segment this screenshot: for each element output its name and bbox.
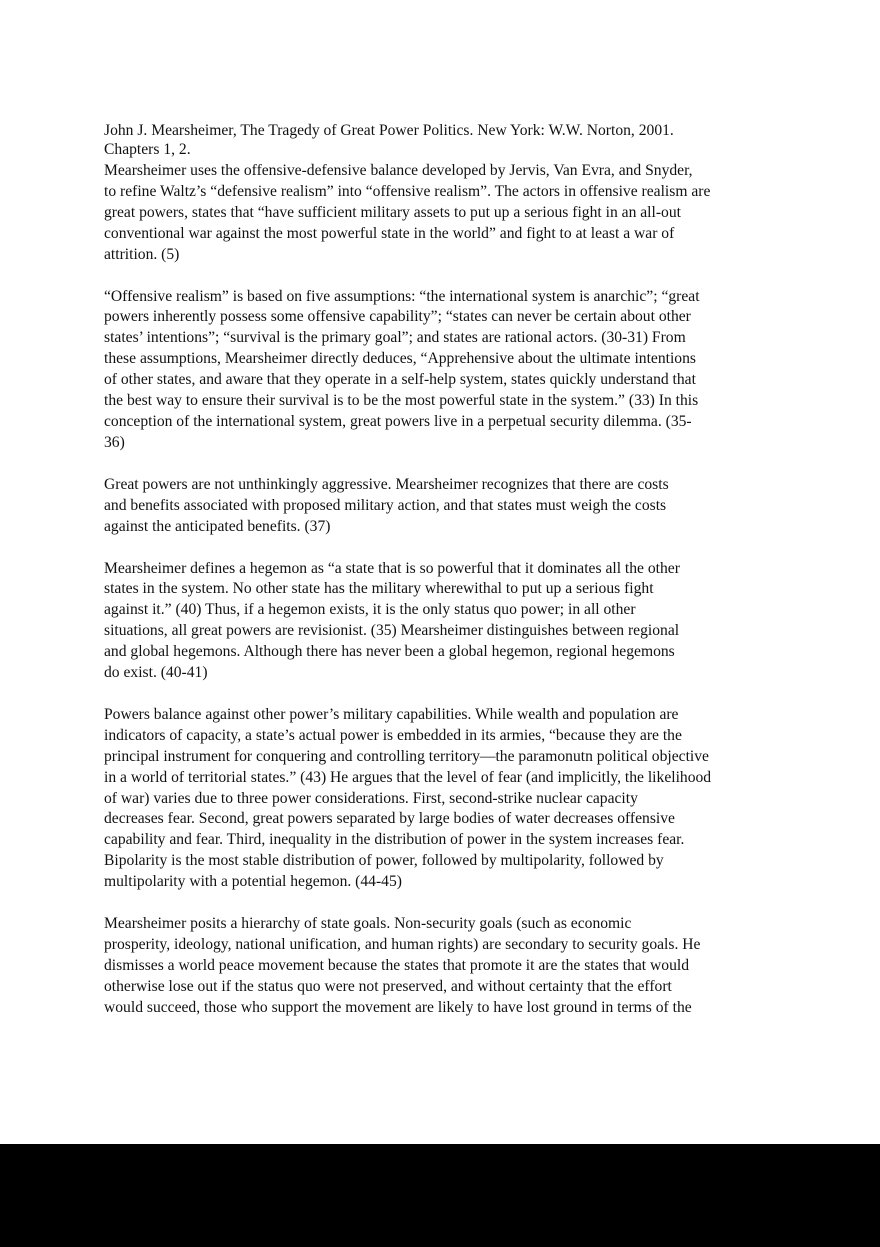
paragraph-costs-benefits xyxy=(104,475,744,538)
citation-line: John J. Mearsheimer, The Tragedy of Great Power Politics. New York: W.W. Norton, 2001. xyxy=(104,122,674,139)
text-line: states’ intentions”; “survival is the primary goal”; and states are rational actors. (30-31) From xyxy=(104,329,686,347)
text-line: would succeed, those who support the movement are likely to have lost ground in terms of the xyxy=(104,998,692,1016)
text-line: otherwise lose out if the status quo were not preserved, and without certainty that the effort xyxy=(104,977,672,995)
text-line: states in the system. No other state has the military wherewithal to put up a serious fight xyxy=(104,580,654,598)
citation-line: Chapters 1, 2. xyxy=(104,141,191,158)
text-line: attrition. (5) xyxy=(104,245,180,263)
text-line: Great powers are not unthinkingly aggressive. Mearsheimer recognizes that there are costs xyxy=(104,475,669,493)
document-body xyxy=(104,121,744,1040)
text-line: Powers balance against other power’s military capabilities. While wealth and population are xyxy=(104,705,679,723)
text-line: conception of the international system, great powers live in a perpetual security dilemma. (35- xyxy=(104,412,692,430)
text-line: powers inherently possess some offensive capability”; “states can never be certain about other xyxy=(104,308,691,326)
paragraph-offensive-defensive xyxy=(104,161,744,266)
text-line: Mearsheimer posits a hierarchy of state goals. Non-security goals (such as economic xyxy=(104,915,632,933)
text-line: against the anticipated benefits. (37) xyxy=(104,517,331,535)
text-line: decreases fear. Second, great powers separated by large bodies of water decreases offensive xyxy=(104,810,675,828)
paragraph-assumptions xyxy=(104,287,744,454)
text-line: do exist. (40-41) xyxy=(104,664,208,682)
text-line: against it.” (40) Thus, if a hegemon exists, it is the only status quo power; in all other xyxy=(104,601,636,619)
text-line: principal instrument for conquering and controlling territory—the paramonutn political objective xyxy=(104,747,709,765)
text-line: of war) varies due to three power considerations. First, second-strike nuclear capacity xyxy=(104,789,638,807)
text-line: in a world of territorial states.” (43) He argues that the level of fear (and implicitly, the likelihood xyxy=(104,768,712,786)
text-line: indicators of capacity, a state’s actual power is embedded in its armies, “because they are the xyxy=(104,726,682,744)
text-line: Mearsheimer defines a hegemon as “a state that is so powerful that it dominates all the other xyxy=(104,559,680,577)
text-line: great powers, states that “have sufficient military assets to put up a serious fight in an all-out xyxy=(104,203,681,221)
text-line: prosperity, ideology, national unification, and human rights) are secondary to security goals. He xyxy=(104,936,701,953)
text-line: capability and fear. Third, inequality in the distribution of power in the system increases fear. xyxy=(104,831,685,849)
paragraph-balance-of-power xyxy=(104,705,744,893)
text-line: Mearsheimer uses the offensive-defensive balance developed by Jervis, Van Evra, and Snyder, xyxy=(104,162,693,179)
text-line: multipolarity with a potential hegemon. (44-45) xyxy=(104,873,402,891)
text-line: Bipolarity is the most stable distribution of power, followed by multipolarity, followed by xyxy=(104,852,664,870)
text-line: “Offensive realism” is based on five assumptions: “the international system is anarchic”; “great xyxy=(104,287,700,305)
text-line: dismisses a world peace movement because the states that promote it are the states that would xyxy=(104,956,690,974)
text-line: and benefits associated with proposed military action, and that states must weigh the costs xyxy=(104,496,667,514)
text-line: conventional war against the most powerful state in the world” and fight to at least a war of xyxy=(104,224,675,242)
text-line: situations, all great powers are revisionist. (35) Mearsheimer distinguishes between regional xyxy=(104,622,680,640)
text-line: and global hegemons. Although there has never been a global hegemon, regional hegemons xyxy=(104,643,675,661)
paragraph-hegemon xyxy=(104,559,744,684)
text-line: of other states, and aware that they operate in a self-help system, states quickly understand that xyxy=(104,371,696,389)
text-line: to refine Waltz’s “defensive realism” into “offensive realism”. The actors in offensive realism are xyxy=(104,182,711,200)
text-line: 36) xyxy=(104,433,125,451)
paragraph-state-goals xyxy=(104,914,744,1019)
black-bottom-band xyxy=(0,1144,880,1247)
citation xyxy=(104,121,744,159)
text-line: these assumptions, Mearsheimer directly deduces, “Apprehensive about the ultimate intentions xyxy=(104,350,696,368)
text-line: the best way to ensure their survival is to be the most powerful state in the system.” (33) In this xyxy=(104,392,699,410)
